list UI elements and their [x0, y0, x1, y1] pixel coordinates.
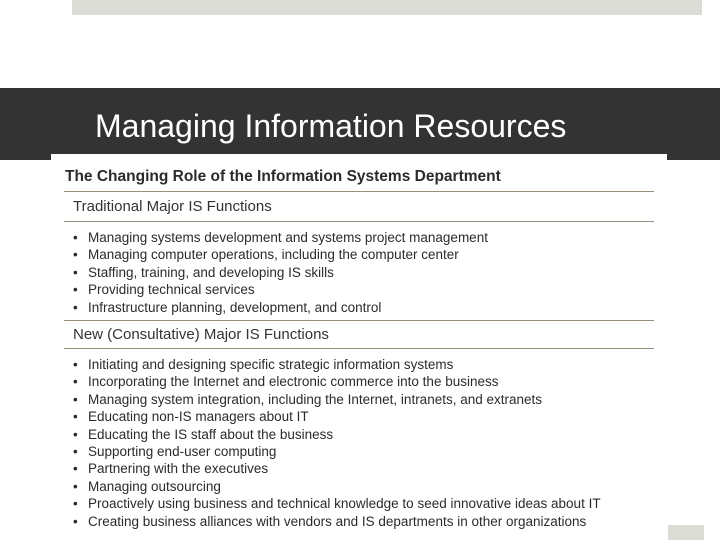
functions-table — [51, 154, 667, 540]
table-caption: The Changing Role of the Information Systems Department — [65, 168, 501, 185]
list-item: • Proactively using business and technical knowledge to seed innovative ideas about IT — [65, 495, 601, 512]
divider-rule — [64, 348, 654, 349]
list-item: • Staffing, training, and developing IS skills — [65, 264, 488, 281]
list-item: • Managing computer operations, including the computer center — [65, 246, 488, 263]
corner-decor-block — [668, 525, 704, 540]
list-item: • Creating business alliances with vendors and IS departments in other organizations — [65, 513, 601, 530]
divider-rule — [64, 320, 654, 321]
list-item: • Partnering with the executives — [65, 460, 601, 477]
list-item: • Managing outsourcing — [65, 478, 601, 495]
consultative-functions-list — [65, 356, 601, 530]
list-item: • Managing system integration, including the Internet, intranets, and extranets — [65, 391, 601, 408]
divider-rule — [64, 191, 654, 192]
list-item: • Infrastructure planning, development, and control — [65, 299, 488, 316]
section-heading-traditional: Traditional Major IS Functions — [73, 198, 272, 215]
section-heading-consultative: New (Consultative) Major IS Functions — [73, 326, 329, 343]
list-item: • Supporting end-user computing — [65, 443, 601, 460]
traditional-functions-list — [65, 229, 488, 316]
list-item: • Providing technical services — [65, 281, 488, 298]
list-item: • Educating non-IS managers about IT — [65, 408, 601, 425]
top-decor-bar — [72, 0, 702, 15]
list-item: • Managing systems development and systems project management — [65, 229, 488, 246]
divider-rule — [64, 221, 654, 222]
list-item: • Educating the IS staff about the business — [65, 426, 601, 443]
list-item: • Initiating and designing specific strategic information systems — [65, 356, 601, 373]
slide-title: Managing Information Resources — [95, 108, 567, 144]
list-item: • Incorporating the Internet and electronic commerce into the business — [65, 373, 601, 390]
